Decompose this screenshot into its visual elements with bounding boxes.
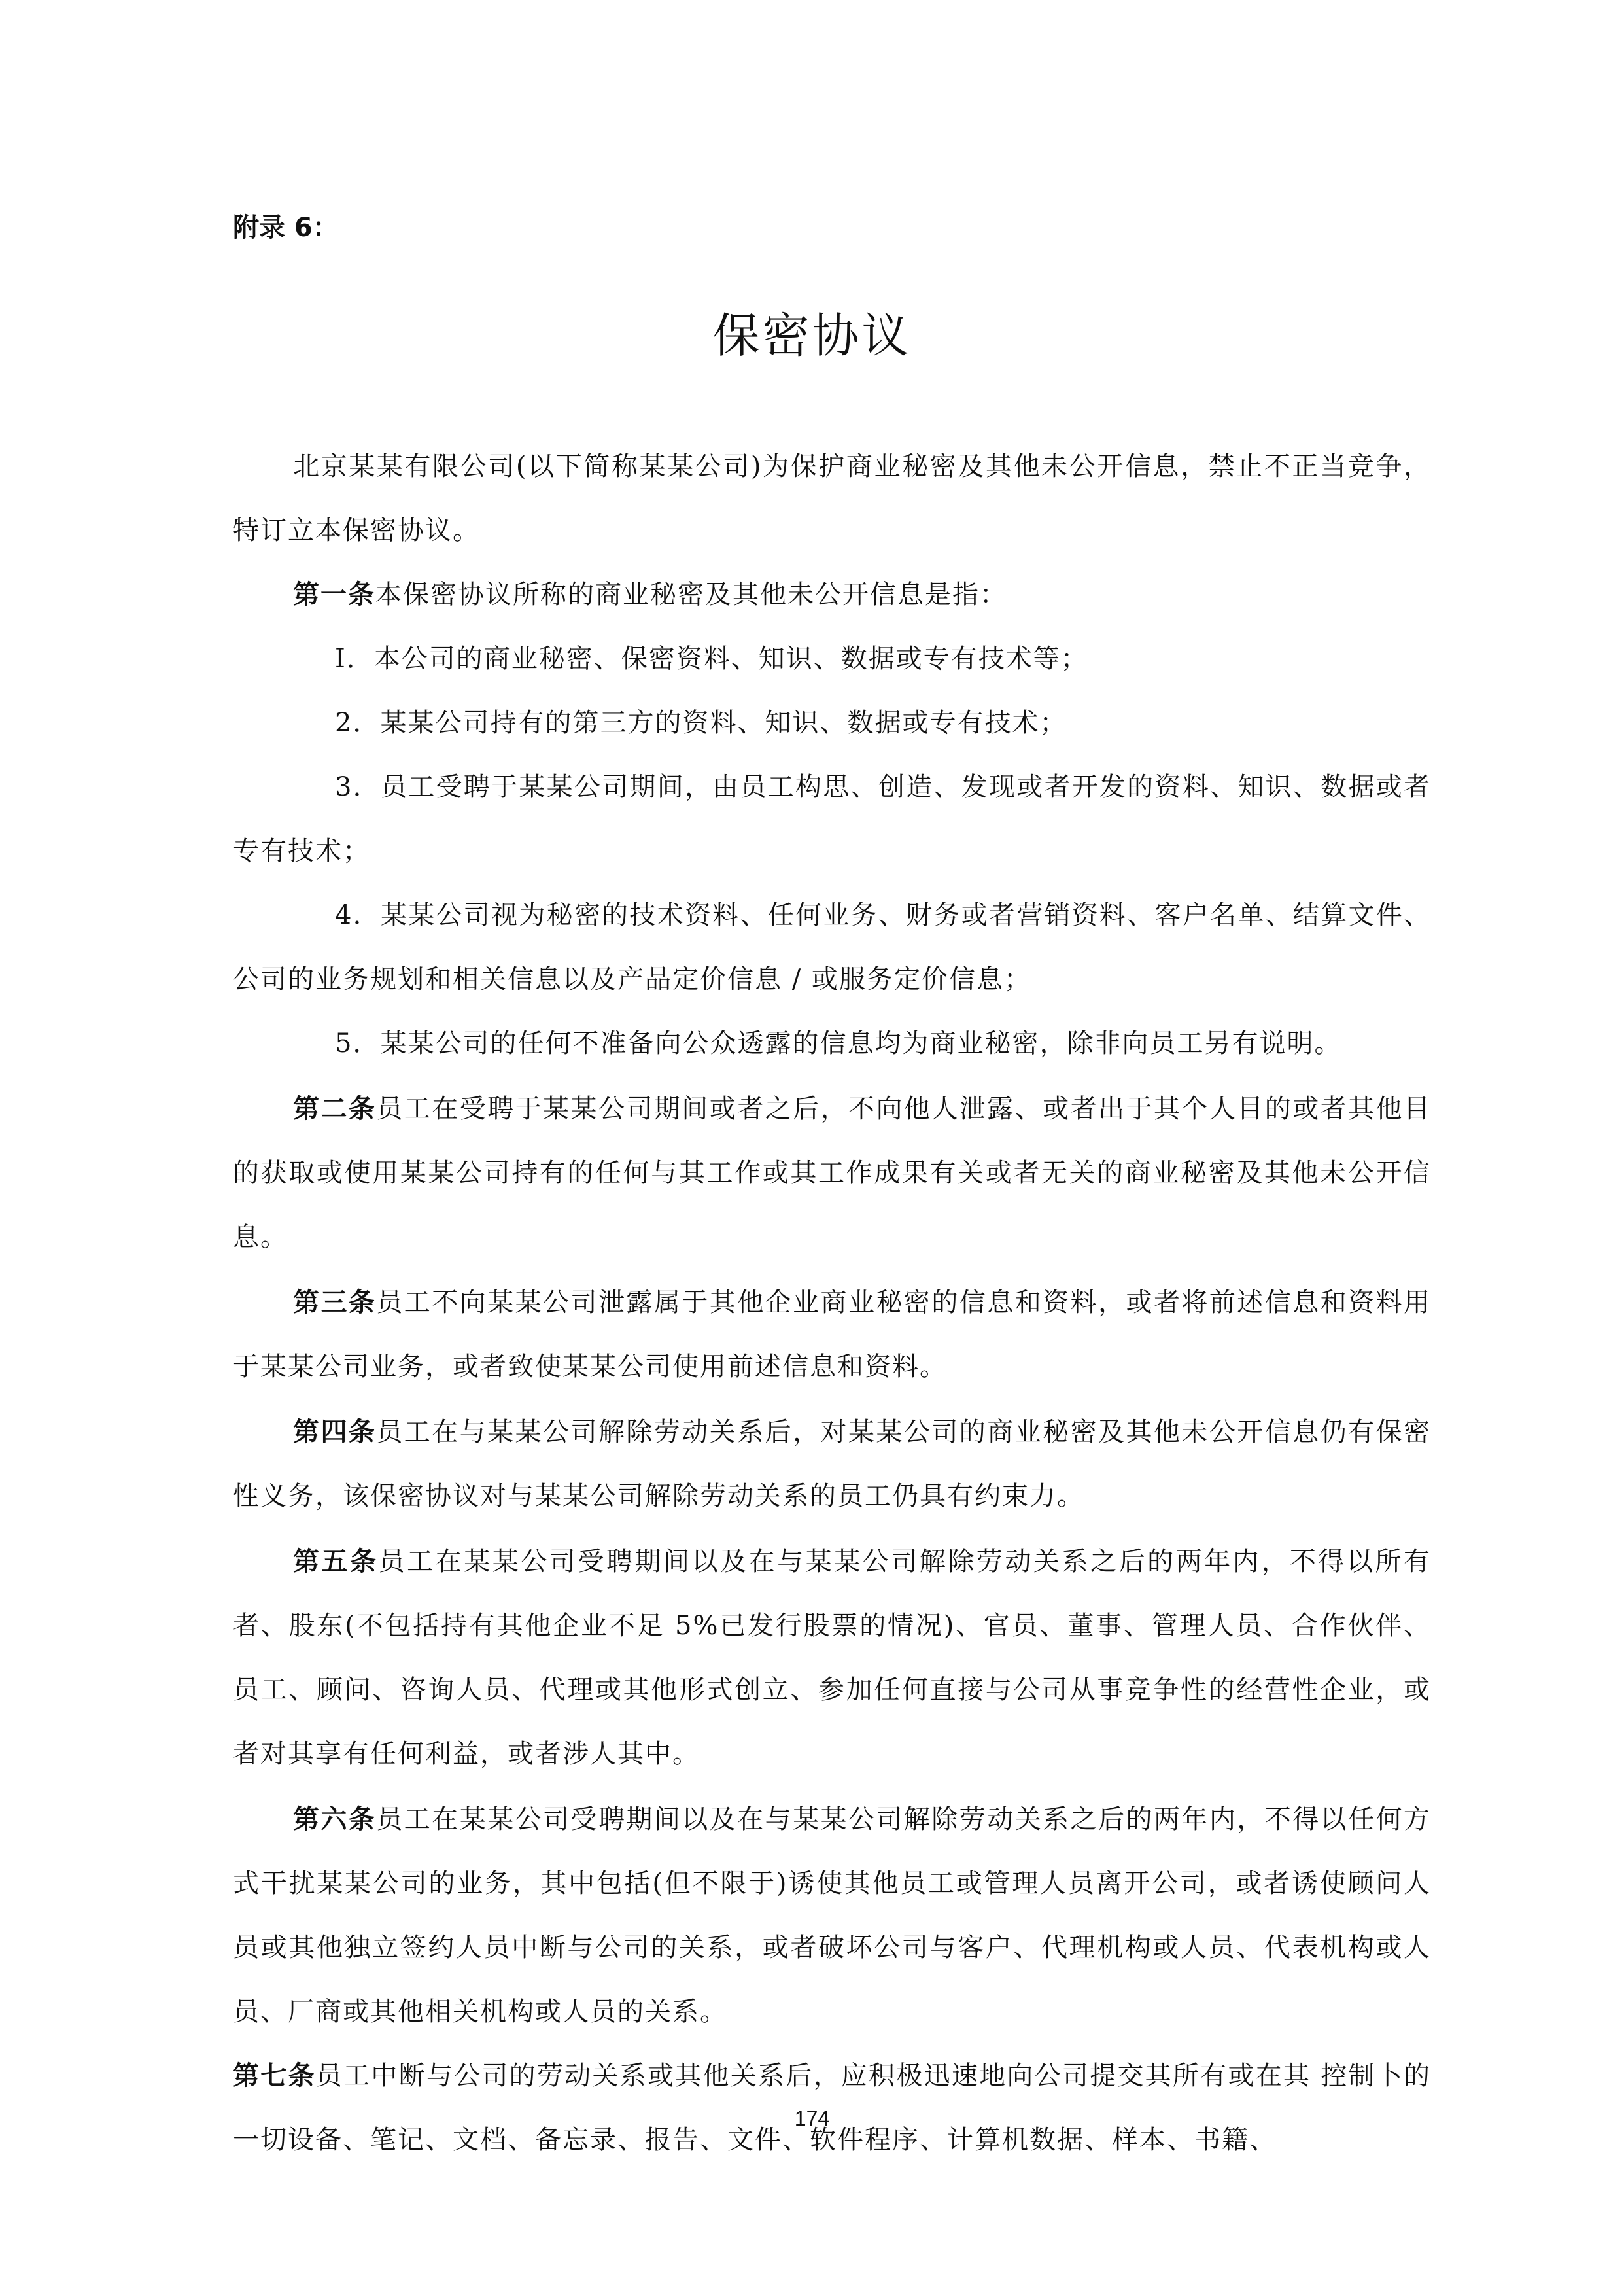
article-3-label: 第三条 <box>293 1288 377 1318</box>
article-4-label: 第四条 <box>293 1417 377 1447</box>
document-body <box>233 434 1431 2172</box>
page-number: 174 <box>794 2107 830 2130</box>
article-1 <box>233 563 1431 627</box>
article-2-text: 员工在受聘于某某公司期间或者之后，不向他人泄露、或者出于其个人目的或者其他目的获取或使用某某公司持有的任何与其工作或其工作成果有关或者无关的商业秘密及其他未公开信息。 <box>233 1094 1432 1252</box>
article-7-label: 第七条 <box>233 2061 316 2091</box>
article-4 <box>233 1400 1431 1528</box>
article-3 <box>233 1270 1431 1399</box>
article-1-label: 第一条 <box>293 580 375 610</box>
article-2-label: 第二条 <box>293 1094 377 1124</box>
article-3-text: 员工不向某某公司泄露属于其他企业商业秘密的信息和资料，或者将前述信息和资料用于某某公司业务，或者致使某某公司使用前述信息和资料。 <box>233 1288 1432 1382</box>
article-6 <box>233 1787 1431 2044</box>
article-1-item-4: 4．某某公司视为秘密的技术资料、任何业务、财务或者营销资料、客户名单、结算文件、公司的业务规划和相关信息以及产品定价信息 / 或服务定价信息； <box>233 900 1431 994</box>
article-1-item-3: 3．员工受聘于某某公司期间，由员工构思、创造、发现或者开发的资料、知识、数据或者专有技术； <box>233 772 1431 866</box>
article-6-text: 员工在某某公司受聘期间以及在与某某公司解除劳动关系之后的两年内，不得以任何方式干扰某某公司的业务，其中包括(但不限于)诱使其他员工或管理人员离开公司，或者诱使顾问人员或其他独立签约人员中断与公司的关系，或者破坏公司与客户、代理机构或人员、代表机构或人员、厂商或其他相关机构或人员的关系。 <box>233 1804 1432 2027</box>
document-title: 保密协议 <box>712 308 912 363</box>
article-5-text: 员工在某某公司受聘期间以及在与某某公司解除劳动关系之后的两年内，不得以所有者、股东(不包括持有其他企业不足 5%已发行股票的情况)、官员、董事、管理人员、合作伙伴、员工、顾问、咨询人员、代理或其他形式创立、参加任何直接与公司从事竞争性的经营性企业，或者对其享有任何利益，或者涉人其中。 <box>233 1547 1432 1769</box>
intro-paragraph: 北京某某有限公司(以下简称某某公司)为保护商业秘密及其他未公开信息，禁止不正当竞争，特订立本保密协议。 <box>233 451 1431 546</box>
article-1-text: 本保密协议所称的商业秘密及其他未公开信息是指： <box>375 580 1007 610</box>
article-5-label: 第五条 <box>293 1547 379 1577</box>
article-5 <box>233 1530 1431 1786</box>
article-6-label: 第六条 <box>293 1804 377 1834</box>
article-1-item-1: I．本公司的商业秘密、保密资料、知识、数据或专有技术等； <box>335 644 1088 674</box>
appendix-label: 附录 6： <box>233 213 339 243</box>
article-2 <box>233 1077 1431 1269</box>
article-1-item-2: 2．某某公司持有的第三方的资料、知识、数据或专有技术； <box>335 708 1067 738</box>
article-7-text: 员工中断与公司的劳动关系或其他关系后，应积极迅速地向公司提交其所有或在其 控制卜的一切设备、笔记、文档、备忘录、报告、文件、软件程序、计算机数据、样本、书籍、 <box>233 2061 1432 2155</box>
article-1-item-5: 5．某某公司的任何不准备向公众透露的信息均为商业秘密，除非向员工另有说明。 <box>335 1028 1342 1059</box>
article-4-text: 员工在与某某公司解除劳动关系后，对某某公司的商业秘密及其他未公开信息仍有保密性义务，该保密协议对与某某公司解除劳动关系的员工仍具有约束力。 <box>233 1417 1432 1511</box>
